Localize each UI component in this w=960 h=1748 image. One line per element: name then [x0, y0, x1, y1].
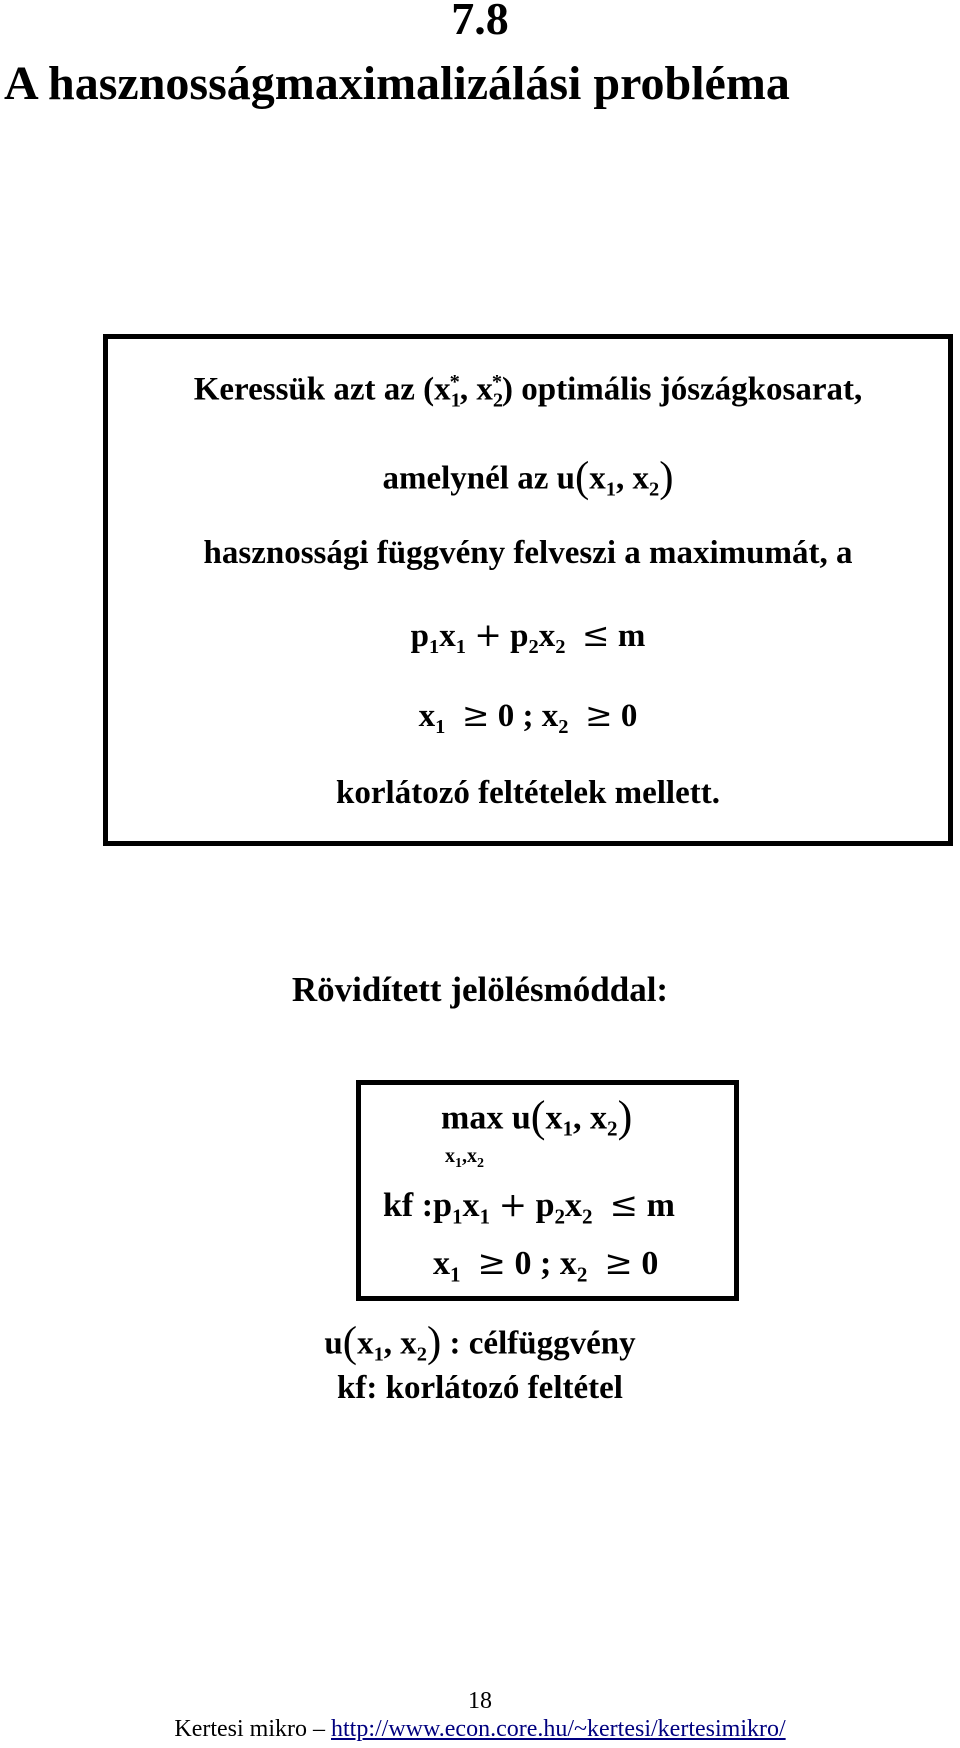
page-title: A hasznosságmaximalizálási probléma — [4, 57, 790, 110]
max-subscript — [445, 1145, 484, 1172]
var-m: m — [617, 618, 646, 654]
constraint-legend: kf: korlátozó feltétel — [337, 1370, 623, 1406]
sub-1: 1 — [435, 716, 446, 739]
formula-box — [356, 1080, 739, 1301]
footer-author: Kertesi mikro – — [174, 1716, 325, 1742]
sub-1: 1 — [450, 1262, 461, 1287]
sub-2: 2 — [477, 1155, 484, 1171]
var-x: x — [439, 618, 456, 654]
geq-sign: ≥ — [477, 1243, 507, 1283]
objective-line — [441, 1091, 632, 1142]
definition-line-6: korlátozó feltételek mellett. — [336, 775, 720, 811]
var-x: x — [418, 698, 436, 734]
sub-2: 2 — [555, 636, 566, 659]
sub-2: 2 — [528, 636, 539, 659]
sub-1: 1 — [455, 1155, 462, 1171]
short-notation-label: Rövidített jelölésmóddal: — [291, 970, 669, 1009]
nonnegativity-constraint — [108, 695, 948, 739]
leq-sign: ≤ — [581, 615, 610, 654]
definition-line-2 — [108, 453, 948, 502]
sub-1: 1 — [605, 478, 616, 501]
sub-2: 2 — [582, 1204, 593, 1229]
var-x: x — [433, 1245, 450, 1282]
sub-2: 2 — [607, 1116, 618, 1141]
star-1: * — [449, 371, 460, 393]
star-2: * — [491, 371, 503, 393]
paren-open: ( — [342, 1319, 358, 1366]
paren-close: ) — [427, 1319, 442, 1366]
line1-text-end: ) optimális jószágkosarat, — [502, 371, 863, 408]
sub-2: 2 — [558, 716, 569, 739]
footer — [0, 1716, 960, 1743]
sub-1: 1 — [450, 389, 461, 412]
zero: 0 — [641, 1245, 659, 1282]
objective-legend — [0, 1318, 960, 1367]
definition-line-3: hasznossági függvény felveszi a maximumát, a — [203, 535, 853, 571]
comma-x: , x — [615, 460, 649, 497]
line2-text: amelynél az u — [382, 460, 575, 497]
var-x: x — [357, 1325, 374, 1362]
sub-1: 1 — [373, 1343, 384, 1366]
budget-constraint — [108, 615, 948, 659]
var-p: p — [510, 618, 529, 654]
paren-open: ( — [530, 1092, 546, 1141]
sub-2: 2 — [554, 1204, 566, 1229]
paren-open: ( — [574, 454, 590, 501]
var-x: x — [565, 1187, 583, 1224]
var-m: m — [646, 1187, 675, 1224]
page-number: 18 — [468, 1688, 492, 1714]
var-x: x — [545, 1099, 563, 1137]
geq-sign: ≥ — [461, 695, 490, 734]
kf-label: kf : — [383, 1187, 434, 1224]
sub-1: 1 — [562, 1116, 574, 1141]
max-operator: max — [441, 1099, 504, 1137]
var-x: x — [462, 1187, 480, 1224]
comma-x: ,x — [462, 1145, 477, 1167]
definition-line-1 — [108, 371, 948, 412]
nonnegativity-line — [433, 1243, 658, 1287]
leq-sign: ≤ — [609, 1185, 639, 1225]
var-x: x — [589, 460, 606, 497]
var-x: x — [559, 1245, 577, 1282]
var-p: p — [433, 1187, 452, 1224]
sub-2: 2 — [416, 1343, 427, 1366]
zero-semicolon: 0 ; — [514, 1245, 552, 1282]
line1-comma: , x — [459, 371, 493, 408]
sub-1: 1 — [479, 1204, 491, 1229]
sub-1: 1 — [455, 636, 466, 659]
section-number: 7.8 — [451, 0, 509, 44]
geq-sign: ≥ — [604, 1243, 633, 1283]
var-u: u — [511, 1099, 531, 1137]
paren-close: ) — [617, 1092, 633, 1141]
geq-sign: ≥ — [584, 695, 613, 734]
sub-2: 2 — [492, 389, 504, 412]
plus-sign: + — [498, 1185, 528, 1225]
plus-sign: + — [474, 615, 502, 654]
var-p: p — [410, 618, 430, 654]
sub-2: 2 — [648, 478, 660, 501]
constraint-line — [383, 1185, 675, 1229]
comma-x: , x — [573, 1099, 608, 1137]
zero: 0 — [620, 698, 638, 734]
comma-x: , x — [383, 1325, 417, 1362]
sub-2: 2 — [576, 1262, 588, 1287]
objective-label: : célfüggvény — [449, 1325, 636, 1362]
var-x: x — [538, 618, 556, 654]
sub-1: 1 — [451, 1204, 463, 1229]
line1-text-start: Keressük azt az (x — [193, 371, 451, 408]
var-x: x — [541, 698, 559, 734]
footer-link[interactable]: http://www.econ.core.hu/~kertesi/kertesimikro/ — [331, 1716, 786, 1742]
definition-box — [103, 334, 953, 846]
var-x: x — [445, 1145, 455, 1167]
paren-close: ) — [659, 454, 674, 501]
var-u: u — [324, 1325, 343, 1362]
sub-1: 1 — [429, 636, 440, 659]
var-p: p — [535, 1187, 555, 1224]
zero-semicolon: 0 ; — [497, 698, 534, 734]
